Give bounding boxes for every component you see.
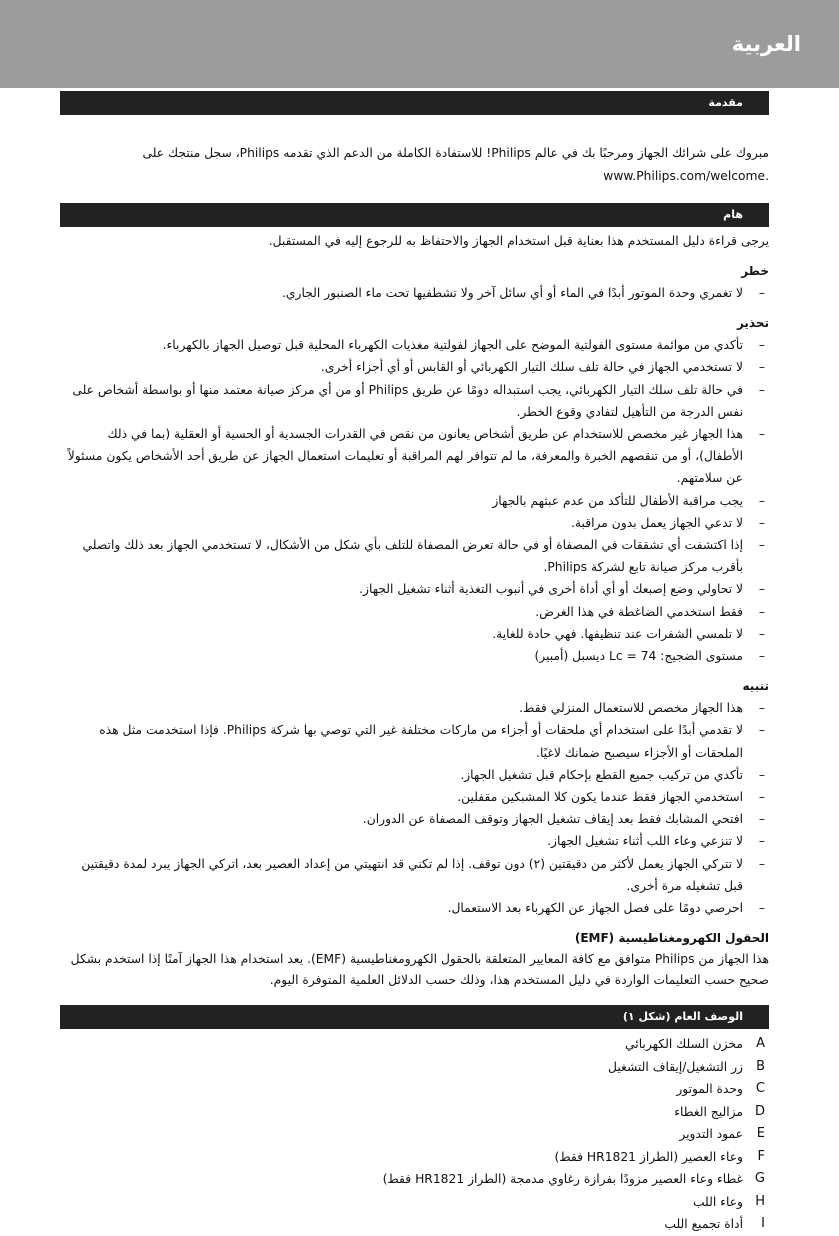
caution-item: – استخدمي الجهاز فقط عندما يكون كلا المشبكين مقفلين.	[60, 786, 769, 808]
part-letter: E	[756, 1126, 765, 1142]
language-title: العربية	[731, 32, 801, 56]
part-item	[60, 1213, 769, 1236]
part-letter: B	[756, 1058, 765, 1074]
warning-item: – هذا الجهاز غير مخصص للاستخدام عن طريق أشخاص يعانون من نقص في القدرات الجسدية أو الحسية أو العقلية (بما في ذلك الأطفال)، أو من تنقصهم الخبرة والمعرفة، ما لم تتوافر لهم المراقبة أو تعليمات استعمال الجهاز عن طريق أحد الأشخاص يكون مسئولاً عن سلامتهم.	[60, 423, 769, 490]
danger-title: خطر	[741, 264, 769, 278]
part-letter: A	[756, 1036, 765, 1052]
intro-line-1: مبروك على شرائك الجهاز ومرحبًا بك في عالم Philips! للاستفادة الكاملة من الدعم الذي تقدمه Philips، سجل منتجك على	[142, 146, 769, 160]
caution-title: تنبيه	[742, 679, 769, 694]
part-item	[60, 1101, 769, 1124]
part-letter: G	[754, 1171, 765, 1187]
warning-item: – فقط استخدمي الضاغطة في هذا الغرض.	[60, 601, 769, 623]
intro-line-2: .www.Philips.com/welcome	[603, 169, 769, 183]
part-letter: D	[754, 1103, 765, 1119]
warning-list	[60, 334, 769, 667]
caution-item: – هذا الجهاز مخصص للاستعمال المنزلي فقط.	[60, 697, 769, 719]
warning-item: – في حالة تلف سلك التيار الكهربائي، يجب استبداله دومًا عن طريق Philips أو من أي مركز صيانة معتمد منها أو بواسطة أشخاص على نفس الدرجة من التأهيل لتفادي وقوع الخطر.	[60, 379, 769, 423]
general-description-heading: الوصف العام (شكل ١)	[60, 1005, 769, 1029]
caution-item: – لا تقدمي أبدًا على استخدام أي ملحقات أو أجزاء من ماركات مختلفة غير التي توصي بها شركة Philips. فإذا استخدمت مثل هذه الملحقات أو الأجزاء سيصبح ضمانك لاغيًا.	[60, 719, 769, 763]
warning-item: – يجب مراقبة الأطفال للتأكد من عدم عبثهم بالجهاز	[60, 490, 769, 512]
warning-item: – لا تلمسي الشفرات عند تنظيفها. فهي حادة للغاية.	[60, 623, 769, 645]
danger-list	[60, 282, 769, 304]
part-item	[60, 1123, 769, 1146]
part-label: زر التشغيل/إيقاف التشغيل	[608, 1059, 743, 1074]
part-label: مخزن السلك الكهربائي	[625, 1037, 743, 1052]
part-letter: H	[755, 1193, 765, 1209]
warning-item: – لا تستخدمي الجهاز في حالة تلف سلك التيار الكهربائي أو القابس أو أي أجزاء أخرى.	[60, 356, 769, 378]
warning-item: – تأكدي من موائمة مستوى الفولتية الموضح على الجهاز لفولتية مغذيات الكهرباء المحلية قبل توصيل الجهاز بالكهرباء.	[60, 334, 769, 356]
danger-item: – لا تغمري وحدة الموتور أبدًا في الماء أو أي سائل آخر ولا تشطفيها تحت ماء الصنبور الجاري.	[60, 282, 769, 304]
part-label: وعاء اللب	[692, 1194, 743, 1209]
part-label: وحدة الموتور	[676, 1082, 743, 1097]
warning-item: – لا تحاولي وضع إصبعك أو أي أداة أخرى في أنبوب التغذية أثناء تشغيل الجهاز.	[60, 578, 769, 600]
caution-item: – لا تتركي الجهاز يعمل لأكثر من دقيقتين (٢) دون توقف. إذا لم تكني قد انتهيتي من إعداد العصير بعد، اتركي الجهاز يبرد لمدة دقيقتين قبل تشغيله مرة أخرى.	[60, 853, 769, 897]
part-label: عمود التدوير	[679, 1127, 743, 1142]
caution-item: – افتحي المشابك فقط بعد إيقاف تشغيل الجهاز وتوقف المصفاة عن الدوران.	[60, 808, 769, 830]
important-heading: هام	[60, 203, 769, 227]
caution-list	[60, 697, 769, 919]
part-letter: I	[761, 1216, 765, 1232]
emf-title: الحقول الكهرومغناطيسية (EMF)	[574, 931, 769, 946]
parts-list	[60, 1033, 769, 1236]
part-letter: C	[755, 1081, 765, 1097]
important-text: يرجى قراءة دليل المستخدم هذا بعناية قبل استخدام الجهاز والاحتفاظ به للرجوع إليه في المستقبل.	[268, 234, 769, 248]
intro-heading: مقدمة	[60, 91, 769, 115]
warning-item: – لا تدعي الجهاز يعمل بدون مراقبة.	[60, 512, 769, 534]
part-label: أداة تجميع اللب	[664, 1217, 743, 1232]
part-label: وعاء العصير (الطراز HR1821 فقط)	[554, 1149, 743, 1164]
caution-item: – احرصي دومًا على فصل الجهاز عن الكهرباء بعد الاستعمال.	[60, 897, 769, 919]
part-label: مزاليج الغطاء	[674, 1104, 743, 1119]
language-tab	[0, 0, 839, 88]
part-item	[60, 1168, 769, 1191]
part-item	[60, 1056, 769, 1079]
part-label: غطاء وعاء العصير مزودًا بفرازة رغاوي مدمجة (الطراز HR1821 فقط)	[382, 1172, 743, 1187]
caution-item: – تأكدي من تركيب جميع القطع بإحكام قبل تشغيل الجهاز.	[60, 764, 769, 786]
part-item	[60, 1191, 769, 1214]
part-item	[60, 1078, 769, 1101]
warning-title: تحذير	[736, 316, 769, 331]
emf-text: هذا الجهاز من Philips متوافق مع كافة المعايير المتعلقة بالحقول الكهرومغناطيسية (EMF). يعد استخدام هذا الجهاز آمنًا إذا استخدم بشكل صحيح حسب التعليمات الواردة في دليل المستخدم هذا، وذلك حسب الدلائل العلمية المتوفرة اليوم.	[70, 952, 769, 988]
part-letter: F	[757, 1148, 765, 1164]
part-item	[60, 1146, 769, 1169]
warning-item: – مستوى الضجيج: Lc = 74 ديسبل (أمبير)	[60, 645, 769, 667]
warning-item: – إذا اكتشفت أي تشققات في المصفاة أو في حالة تعرض المصفاة للتلف بأي شكل من الأشكال، لا تستخدمي الجهاز بعد ذلك واتصلي بأقرب مركز صيانة تابع لشركة Philips.	[60, 534, 769, 578]
caution-item: – لا تنزعي وعاء اللب أثناء تشغيل الجهاز.	[60, 830, 769, 852]
manual-content	[60, 91, 769, 1236]
part-item	[60, 1033, 769, 1056]
